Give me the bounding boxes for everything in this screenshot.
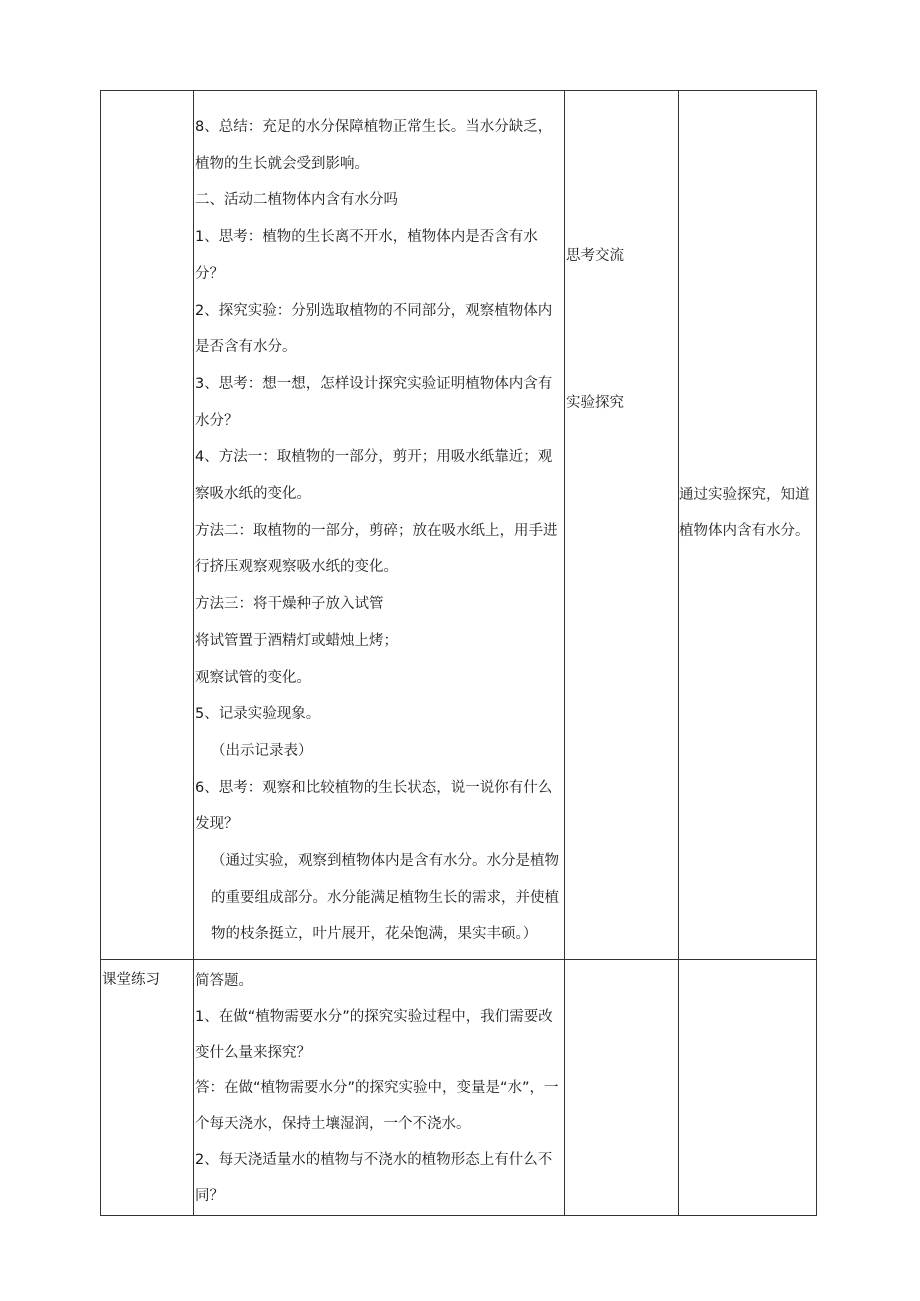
student-activity-cell	[565, 91, 679, 960]
practice-label: 课堂练习	[102, 972, 160, 988]
lesson-plan-table	[100, 90, 817, 1216]
practice-content-cell	[194, 960, 565, 1216]
method-three-observe: 观察试管的变化。	[195, 669, 311, 686]
question-1: 1、在做“植物需要水分”的探究实验过程中，我们需要改变什么量来探究？	[195, 1008, 553, 1061]
show-record-table: （出示记录表）	[211, 742, 313, 759]
method-two: 方法二：取植物的一部分，剪碎；放在吸水纸上，用手进行挤压观察观察吸水纸的变化。	[195, 522, 558, 576]
question-type: 简答题。	[195, 973, 253, 989]
table-row	[101, 960, 817, 1216]
procedure-step-8: 8、总结：充足的水分保障植物正常生长。当水分缺乏，植物的生长就会受到影响。	[195, 119, 553, 172]
section-label-cell	[101, 91, 194, 960]
question-2: 2、每天浇适量水的植物与不浇水的植物形态上有什么不同？	[195, 1151, 553, 1204]
method-three: 方法三：将干燥种子放入试管	[195, 596, 384, 613]
practice-label-cell	[101, 960, 194, 1216]
method-three-step: 将试管置于酒精灯或蜡烛上烤；	[195, 632, 398, 649]
answer-1: 答：在做“植物需要水分”的探究实验中，变量是“水”，一个每天浇水，保持土壤湿润，一个不浇水。	[195, 1080, 559, 1133]
experiment-explore-label: 实验探究	[566, 395, 624, 411]
conclusion-note: （通过实验，观察到植物体内是含有水分。水分是植物的重要组成部分。水分能满足植物生长的需求，并使植物的枝条挺立，叶片展开，花朵饱满，果实丰硕。）	[211, 853, 559, 943]
procedure-cell	[194, 91, 565, 960]
procedure-step-2: 2、探究实验：分别选取植物的不同部分，观察植物体内是否含有水分。	[195, 302, 553, 356]
think-discuss-label: 思考交流	[566, 248, 624, 264]
practice-intent-cell	[679, 960, 817, 1216]
procedure-step-3: 3、思考：想一想，怎样设计探究实验证明植物体内含有水分？	[195, 375, 553, 429]
procedure-step-4: 4、方法一：取植物的一部分，剪开；用吸水纸靠近；观察吸水纸的变化。	[195, 449, 553, 503]
design-intent-text: 通过实验探究，知道植物体内含有水分。	[679, 487, 810, 539]
practice-activity-cell	[565, 960, 679, 1216]
design-intent-cell	[679, 91, 817, 960]
procedure-step-6: 6、思考：观察和比较植物的生长状态，说一说你有什么发现？	[195, 779, 553, 833]
procedure-step-1: 1、思考：植物的生长离不开水，植物体内是否含有水分？	[195, 229, 538, 282]
table-row	[101, 91, 817, 960]
activity-two-heading: 二、活动二植物体内含有水分吗	[195, 192, 398, 209]
procedure-step-5: 5、记录实验现象。	[195, 706, 321, 723]
